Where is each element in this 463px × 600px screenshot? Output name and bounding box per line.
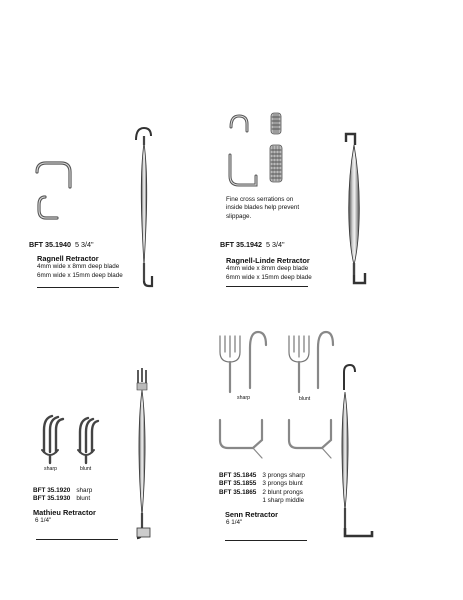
variant-label: sharp [44, 466, 57, 472]
product-spec: 6mm wide x 15mm deep blade [37, 272, 123, 279]
code-row [219, 497, 305, 505]
product-code-text: BFT 35.1930 [33, 495, 71, 503]
code-row [219, 480, 305, 488]
code-row [219, 472, 305, 480]
product-spec: 6mm wide x 15mm deep blade [226, 274, 312, 281]
product-title: Ragnell Retractor [37, 254, 99, 263]
code-description: 2 blunt prongs [262, 488, 303, 496]
code-row [33, 495, 92, 503]
product-size: 6 1/4" [35, 517, 52, 524]
code-row [33, 487, 92, 495]
ragnell-blade-detail-image [37, 163, 70, 218]
code-description: 3 prongs blunt [262, 480, 303, 488]
product-title: Ragnell-Linde Retractor [226, 256, 310, 265]
product-code-text: BFT 35.1940 [29, 240, 71, 249]
divider [226, 286, 308, 287]
senn-retractor-image [342, 365, 372, 536]
code-description: sharp [76, 487, 93, 494]
code-description: 3 prongs sharp [262, 472, 305, 479]
variant-label: sharp [237, 395, 250, 401]
divider [37, 287, 119, 288]
senn-blunt-detail-image [289, 332, 333, 458]
product-spec: 4mm wide x 8mm deep blade [226, 265, 309, 272]
product-code-text: BFT 35.1855 [219, 480, 257, 488]
product-code-text: BFT 35.1865 [219, 488, 257, 496]
product-code [29, 240, 94, 249]
code-row [219, 489, 305, 497]
product-code [220, 240, 285, 249]
product-code-text: BFT 35.1920 [33, 487, 71, 494]
variant-label: blunt [299, 396, 311, 402]
product-title: Senn Retractor [225, 510, 278, 519]
product-code-text: BFT 35.1845 [219, 472, 257, 479]
product-spec: 4mm wide x 8mm deep blade [37, 263, 120, 270]
ragnell-retractor-image [136, 128, 152, 286]
code-description: blunt [76, 495, 91, 503]
product-note: Fine cross serrations on inside blades help prevent slippage. [226, 196, 300, 220]
variant-label: blunt [80, 466, 92, 472]
product-code-list [219, 472, 305, 506]
mathieu-sharp-rake-image [42, 416, 63, 463]
product-size: 5 3/4" [265, 240, 285, 249]
product-code-text [219, 497, 262, 505]
divider [36, 539, 118, 540]
product-code-text: BFT 35.1942 [220, 240, 262, 249]
mathieu-retractor-image [137, 368, 150, 538]
ragnell-linde-blade-detail-image [230, 113, 282, 185]
mathieu-blunt-rake-image [78, 418, 98, 463]
product-code-list [33, 487, 92, 504]
code-description: 1 sharp middle [262, 497, 305, 505]
divider [225, 540, 307, 541]
product-size: 5 3/4" [74, 240, 94, 249]
product-size: 6 1/4" [226, 519, 243, 526]
ragnell-linde-retractor-image [346, 134, 365, 283]
product-title: Mathieu Retractor [33, 508, 96, 517]
